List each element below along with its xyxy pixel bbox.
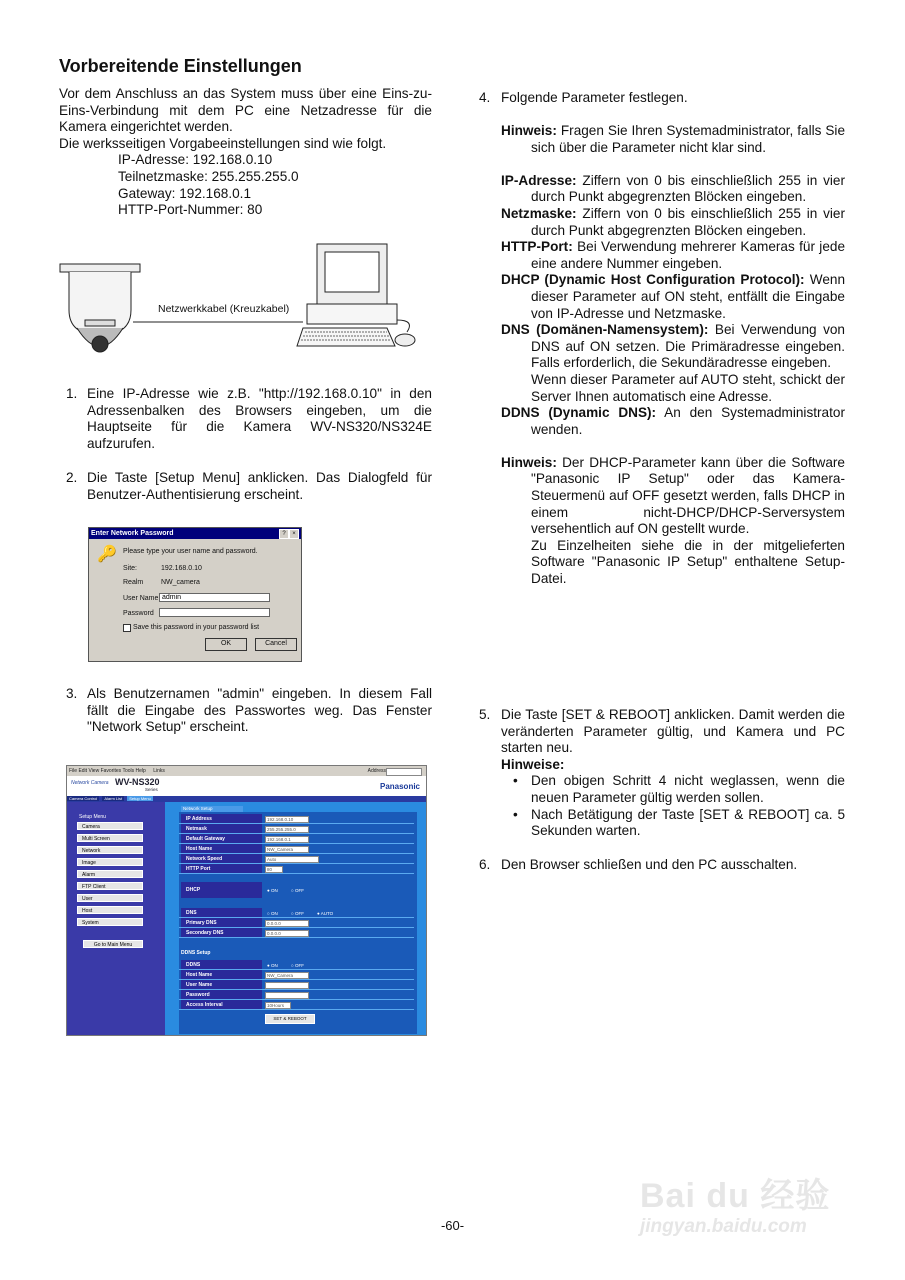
primary-dns-row: Primary DNS 0.0.0.0	[179, 918, 414, 928]
panasonic-logo: Panasonic	[379, 782, 420, 791]
step-text: Eine IP-Adresse wie z.B. "http://192.168.0.10" in den Adressenbalken des Browsers eingeben, um die Hauptseite für die Kamera WV-NS320/NS324E aufzurufen.	[87, 386, 432, 451]
network-camera-logo: Network Camera	[71, 780, 109, 786]
ddns-user-name-row: User Name	[179, 980, 414, 990]
gateway-row: Default Gateway 192.168.0.1	[179, 834, 414, 844]
links-button[interactable]: Links	[153, 768, 165, 774]
step-number: 2.	[66, 470, 78, 485]
baidu-jingyan-logo: Bai du 经验	[640, 1177, 831, 1215]
ddns-row: DDNS ● ON ○ OFF	[179, 960, 414, 970]
hinweis-note-2-extra: Zu Einzelheiten siehe die in der mitgelieferten Software "Panasonic IP Setup" enthaltene Setup-Datei.	[531, 537, 845, 587]
dns-row: DNS ○ ON ○ OFF ● AUTO	[179, 908, 414, 918]
key-icon: 🔑	[97, 546, 117, 563]
dns-off-radio[interactable]: ○ OFF	[291, 911, 304, 916]
step-5	[479, 707, 845, 840]
user-name-label: User Name	[123, 595, 159, 602]
setup-menu-panel	[67, 802, 165, 1035]
tab-alarm-list[interactable]: Alarm List	[104, 796, 123, 801]
primary-dns-input[interactable]: 0.0.0.0	[265, 920, 309, 927]
dhcp-row: DHCP ● ON ○ OFF	[179, 882, 414, 898]
step-2	[66, 470, 432, 503]
netmask-definition: Netzmaske: Ziffern von 0 bis einschließlich 255 in vier durch Punkt abgegrenzten Blöcken eingeben.	[501, 205, 845, 238]
menu-ftp-client-button[interactable]: FTP Client	[77, 882, 143, 890]
page-number: -60-	[440, 1218, 465, 1233]
netmask-input[interactable]: 255.255.255.0	[265, 826, 309, 833]
step-text: Die Taste [SET & REBOOT] anklicken. Damit werden die veränderten Parameter gültig, und Kamera und PC starten neu.	[501, 707, 845, 756]
realm-value: NW_camera	[161, 579, 200, 586]
menu-camera-button[interactable]: Camera	[77, 822, 143, 830]
menu-multi-screen-button[interactable]: Multi Screen	[77, 834, 143, 842]
menu-user-button[interactable]: User	[77, 894, 143, 902]
cable-label: Netzwerkkabel (Kreuzkabel)	[158, 303, 290, 315]
address-label: Address	[367, 768, 386, 774]
default-http-port: HTTP-Port-Nummer: 80	[118, 202, 263, 218]
dns-on-radio[interactable]: ○ ON	[267, 911, 278, 916]
ip-address-input[interactable]: 192.168.0.10	[265, 816, 309, 823]
ddns-definition: DDNS (Dynamic DNS): An den Systemadministrator wenden.	[501, 405, 845, 437]
menu-image-button[interactable]: Image	[77, 858, 143, 866]
network-speed-row: Network Speed Auto	[179, 854, 414, 864]
dhcp-off-radio[interactable]: ○ OFF	[291, 888, 304, 893]
menu-host-button[interactable]: Host	[77, 906, 143, 914]
ddns-password-input[interactable]	[265, 992, 309, 999]
hinweise-bullet-1: • Den obigen Schritt 4 nicht weglassen, wenn die neuen Parameter gültig werden sollen.	[513, 773, 845, 805]
step-number: 5.	[479, 707, 491, 722]
set-reboot-button[interactable]: SET & REBOOT	[265, 1014, 315, 1024]
tab-setup-menu[interactable]: Setup Menu	[129, 796, 151, 801]
camera-model: WV-NS320	[115, 777, 160, 787]
hinweise-heading: Hinweise:	[501, 756, 565, 772]
default-ip: IP-Adresse: 192.168.0.10	[118, 152, 273, 168]
ddns-setup-heading: DDNS Setup	[181, 950, 211, 956]
hinweis-note-1: Hinweis: Fragen Sie Ihren Systemadministrator, falls Sie sich über die Parameter nicht klar sind.	[501, 123, 846, 155]
step-number: 1.	[66, 386, 78, 401]
realm-label: Realm	[123, 579, 144, 586]
dome-camera-icon	[60, 264, 140, 352]
user-name-input[interactable]	[159, 593, 270, 602]
ip-address-row: IP Address 192.168.0.10	[179, 814, 414, 824]
http-port-row: HTTP Port 80	[179, 864, 414, 874]
pc-computer-icon	[297, 244, 415, 346]
connection-diagram	[55, 240, 425, 360]
dns-auto-radio[interactable]: ● AUTO	[317, 911, 334, 916]
watermark-url: jingyan.baidu.com	[640, 1216, 807, 1237]
ddns-password-row: Password	[179, 990, 414, 1000]
default-netmask: Teilnetzmaske: 255.255.255.0	[118, 168, 299, 184]
save-password-checkbox[interactable]	[123, 624, 131, 632]
dns-auto-note: Wenn dieser Parameter auf AUTO steht, schickt der Server Ihnen automatisch eine Adresse.	[531, 371, 845, 404]
host-name-row: Host Name NW_Camera	[179, 844, 414, 854]
password-input[interactable]	[159, 608, 270, 617]
network-setup-tab[interactable]: Network Setup	[181, 806, 243, 812]
step-text: Als Benutzernamen "admin" eingeben. In diesem Fall fällt die Eingabe des Passwortes weg. Das Fenster "Network Setup" erscheint.	[87, 686, 432, 735]
step-number: 3.	[66, 686, 78, 701]
setup-menu-title: Setup Menu	[79, 814, 106, 820]
site-label: Site:	[123, 565, 138, 572]
step-6	[479, 857, 845, 874]
step-text: Folgende Parameter festlegen.	[501, 90, 688, 105]
network-speed-select[interactable]: Auto	[265, 856, 319, 863]
menu-system-button[interactable]: System	[77, 918, 143, 926]
page-title: Vorbereitende Einstellungen	[59, 56, 302, 76]
ip-address-definition: IP-Adresse: Ziffern von 0 bis einschließlich 255 in vier durch Punkt abgegrenzten Blöcken eingeben.	[501, 172, 845, 205]
browser-screenshot	[66, 765, 427, 1036]
save-password-label: Save this password in your password list	[133, 624, 260, 631]
secondary-dns-input[interactable]: 0.0.0.0	[265, 930, 309, 937]
dhcp-on-radio[interactable]: ● ON	[267, 888, 278, 893]
camera-page-header	[67, 776, 426, 802]
step-text: Die Taste [Setup Menu] anklicken. Das Dialogfeld für Benutzer-Authentisierung erscheint.	[87, 470, 432, 502]
camera-series: Series	[145, 787, 158, 792]
help-icon[interactable]: ?	[279, 529, 289, 539]
dhcp-definition: DHCP (Dynamic Host Configuration Protocol): Wenn dieser Parameter auf ON steht, entfällt die Eingabe von IP-Adresse und Netzmaske.	[501, 272, 845, 321]
go-to-main-menu-button[interactable]: Go to Main Menu	[83, 940, 143, 948]
netmask-row: Netmask 255.255.255.0	[179, 824, 414, 834]
site-value: 192.168.0.10	[161, 565, 202, 572]
step-number: 6.	[479, 857, 491, 872]
tab-camera-control[interactable]: Camera Control	[69, 796, 98, 801]
baidu-watermark	[640, 1148, 870, 1248]
http-port-input[interactable]: 80	[265, 866, 283, 873]
hinweis-note-2: Hinweis: Der DHCP-Parameter kann über die Software "Panasonic IP Setup" oder das Kamera-Steuermenü auf OFF gesetzt werden, falls DHCP in einem nicht-DHCP/DHCP-Serversystem versehentlich auf ON gestellt wurde.	[501, 454, 845, 537]
secondary-dns-row: Secondary DNS 0.0.0.0	[179, 928, 414, 938]
close-icon[interactable]: ×	[289, 529, 299, 539]
gateway-input[interactable]: 192.168.0.1	[265, 836, 309, 843]
access-interval-select[interactable]: 10Hours	[265, 1002, 291, 1009]
step-text: Den Browser schließen und den PC ausschalten.	[501, 857, 798, 872]
settings-form	[179, 812, 417, 1034]
menu-network-button[interactable]: Network	[77, 846, 143, 854]
step-4	[479, 90, 845, 107]
cancel-button[interactable]: Cancel	[255, 638, 297, 651]
step-1	[66, 386, 432, 452]
intro-defaults-heading: Die werksseitigen Vorgabeeinstellungen sind wie folgt.	[59, 135, 387, 151]
parameter-notes	[501, 123, 845, 588]
camera-pc-illustration	[55, 240, 425, 360]
ddns-user-name-input[interactable]	[265, 982, 309, 989]
ddns-on-radio[interactable]: ● ON	[267, 963, 278, 968]
default-gateway: Gateway: 192.168.0.1	[118, 185, 252, 201]
password-dialog	[88, 527, 302, 662]
step-3	[66, 686, 432, 736]
intro-paragraph: Vor dem Anschluss an das System muss über eine Eins-zu-Eins-Verbindung mit dem PC eine Netzadresse für die Kamera eingerichtet werden.	[59, 86, 432, 135]
host-name-input[interactable]: NW_Camera	[265, 846, 309, 853]
access-interval-row: Access Interval 10Hours	[179, 1000, 414, 1010]
hinweise-bullet-2: • Nach Betätigung der Taste [SET & REBOOT] ca. 5 Sekunden warten.	[513, 806, 845, 839]
ddns-off-radio[interactable]: ○ OFF	[291, 963, 304, 968]
ok-button[interactable]: OK	[205, 638, 247, 651]
browser-menu-bar[interactable]: File Edit View Favorites Tools Help	[69, 768, 146, 774]
ddns-host-name-row: Host Name NW_Camera	[179, 970, 414, 980]
password-label: Password	[123, 610, 154, 617]
dialog-prompt: Please type your user name and password.	[123, 548, 258, 555]
http-port-definition: HTTP-Port: Bei Verwendung mehrerer Kameras für jede eine andere Nummer eingeben.	[501, 239, 846, 271]
network-setup-panel	[165, 802, 426, 1035]
dialog-title: Enter Network Password	[89, 528, 301, 539]
address-bar[interactable]	[386, 768, 422, 776]
intro	[59, 86, 432, 219]
menu-alarm-button[interactable]: Alarm	[77, 870, 143, 878]
ddns-host-name-input[interactable]: NW_Camera	[265, 972, 309, 979]
dns-definition: DNS (Domänen-Namensystem): Bei Verwendung von DNS auf ON setzen. Die Primäradresse eingeben. Falls erforderlich, die Sekundäradresse eingeben.	[501, 322, 845, 371]
step-number: 4.	[479, 90, 491, 105]
